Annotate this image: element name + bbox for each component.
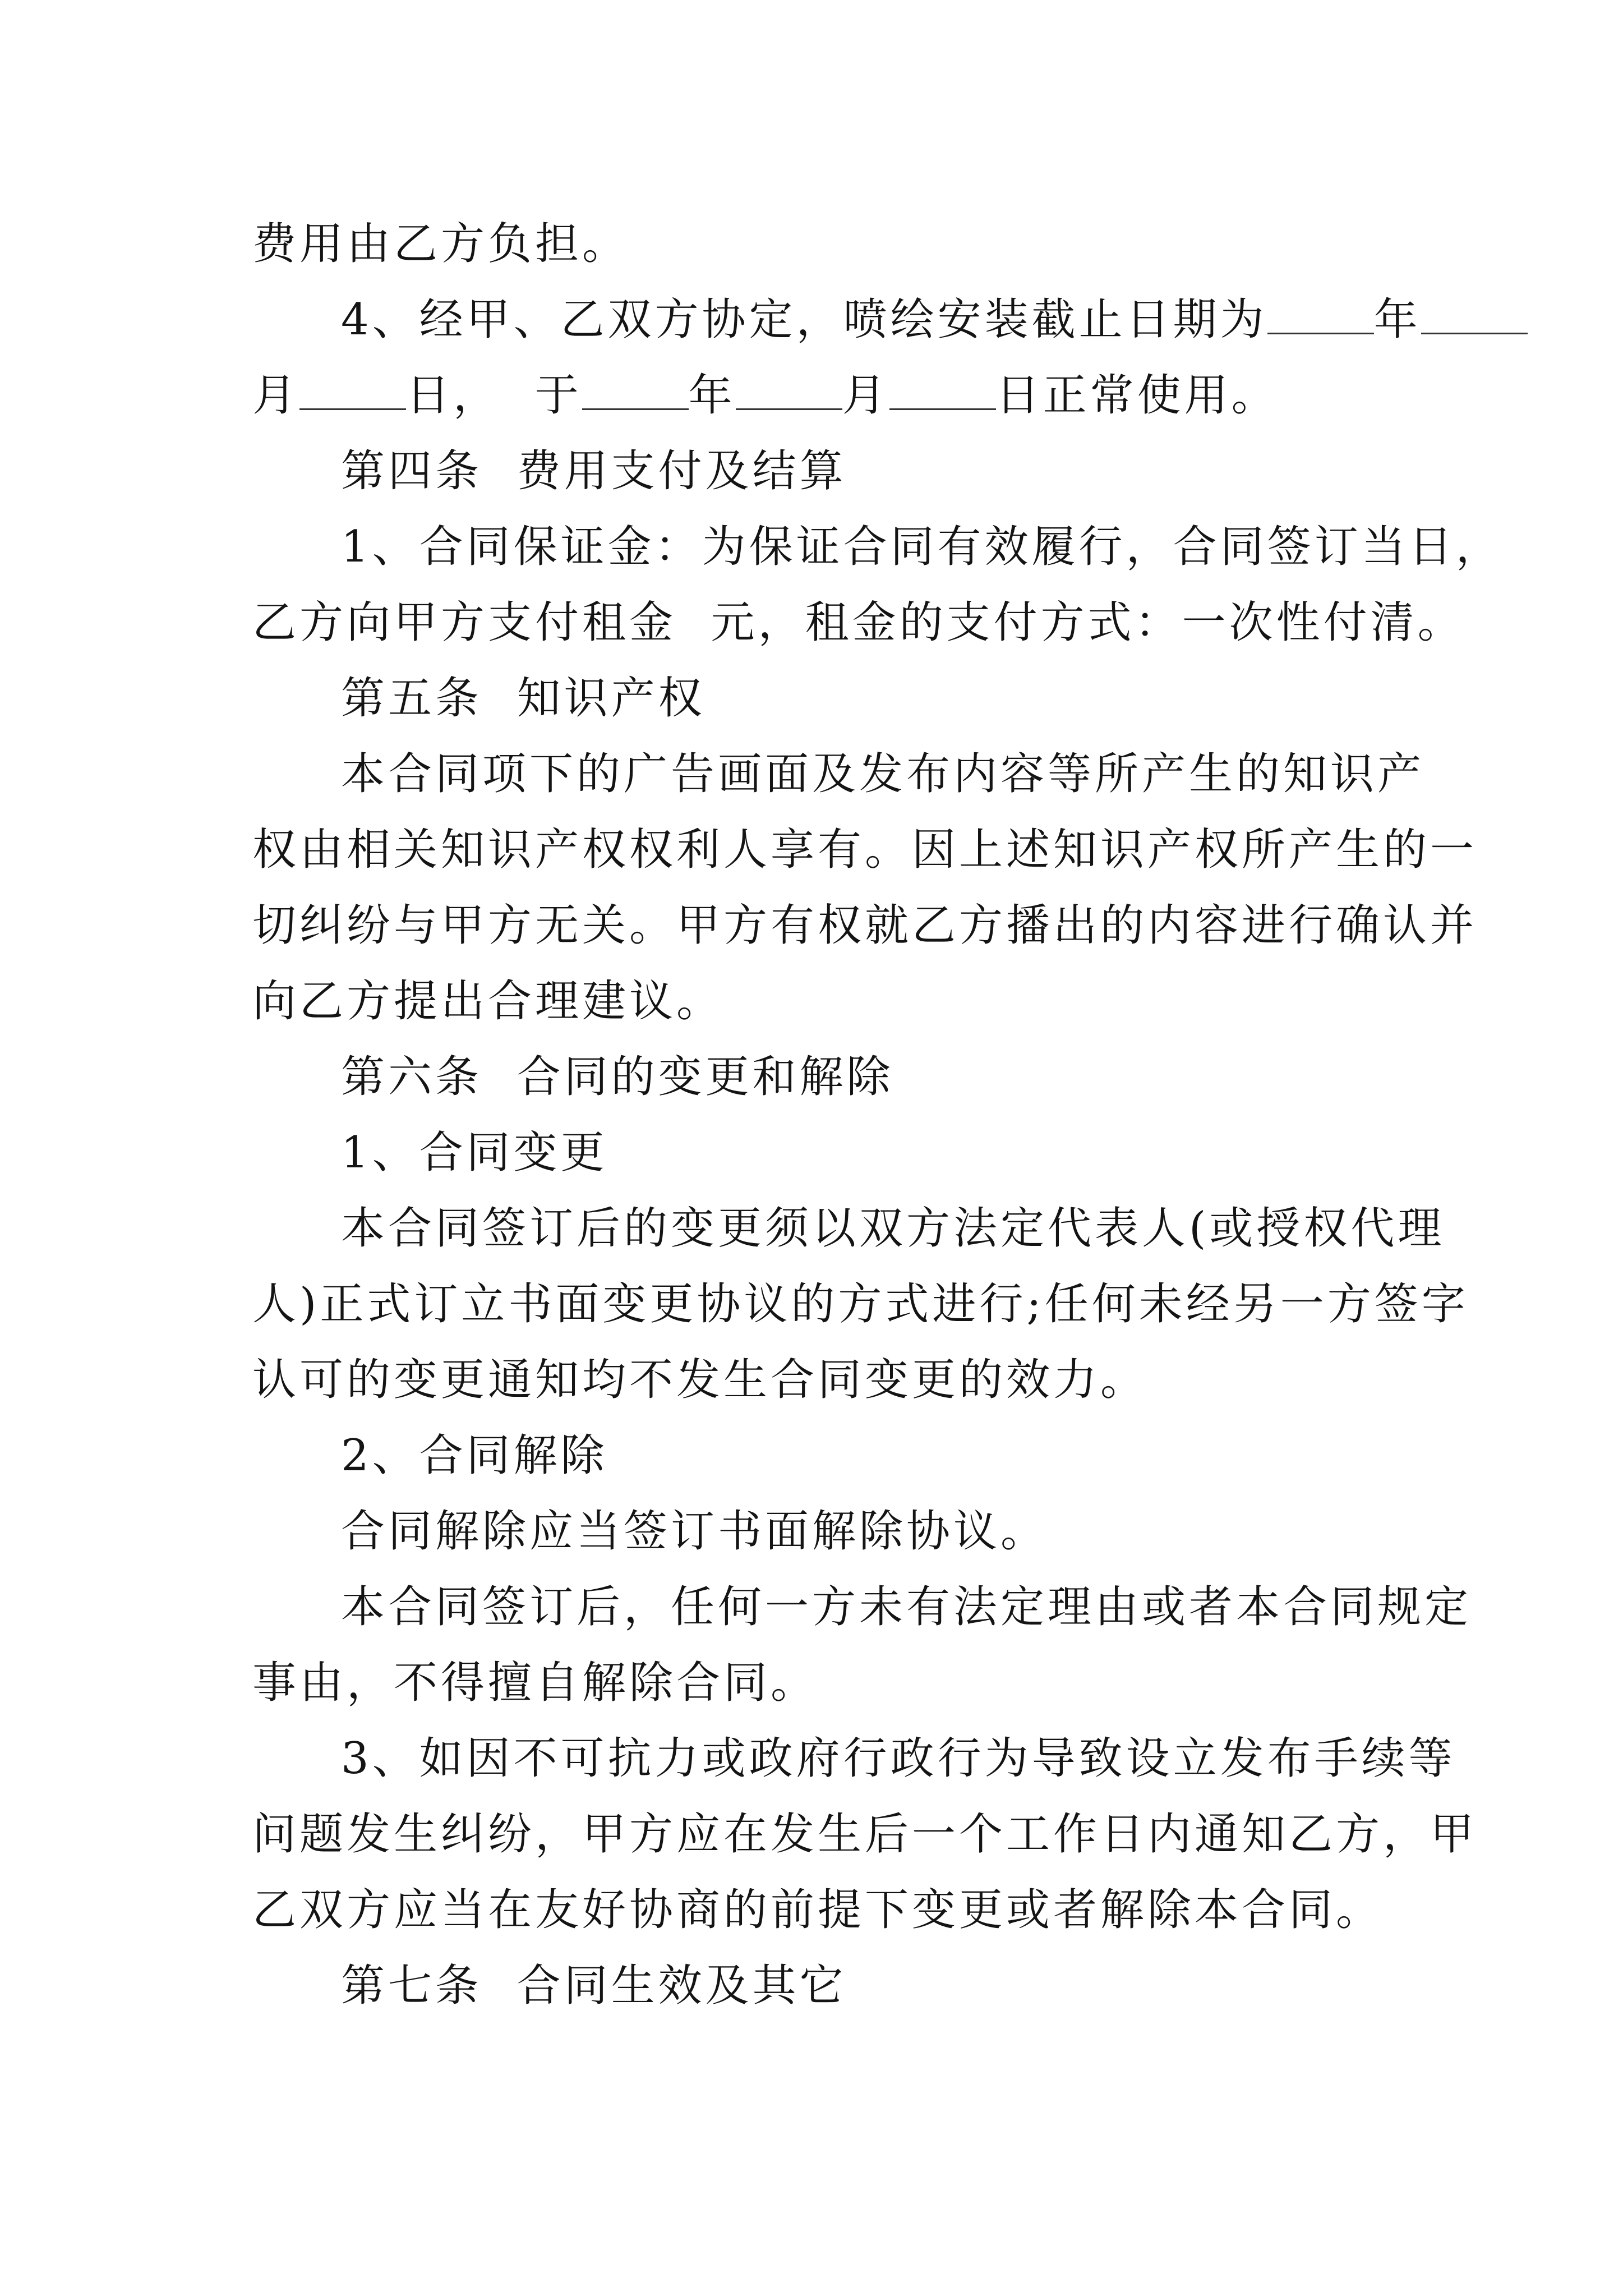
subsection-heading: 1、合同变更	[341, 1128, 608, 1178]
subsection-heading: 2、合同解除	[341, 1430, 608, 1481]
text-run: 月	[842, 370, 889, 421]
blank-field-day	[299, 368, 406, 410]
paragraph-line: 合同解除应当签订书面解除协议。	[341, 1506, 1048, 1557]
section-heading-6: 第六条 合同的变更和解除	[341, 1052, 894, 1102]
paragraph-line: 乙方向甲方支付租金 元，租金的支付方式：一次性付清。	[252, 597, 1465, 648]
paragraph-line: 本合同项下的广告画面及发布内容等所产生的知识产	[341, 749, 1425, 799]
blank-field-month	[736, 368, 842, 410]
section-heading-5: 第五条 知识产权	[341, 673, 706, 724]
section-heading-4: 第四条 费用支付及结算	[341, 446, 847, 496]
blank-field-year	[582, 368, 689, 410]
text-run: 日正常使用。	[995, 370, 1279, 421]
paragraph-line: 认可的变更通知均不发生合同变更的效力。	[252, 1355, 1148, 1405]
text-run: 4、经甲、乙双方协定，喷绘安装截止日期为	[341, 295, 1267, 345]
paragraph-line: 3、如因不可抗力或政府行政行为导致设立发布手续等	[341, 1733, 1456, 1784]
paragraph-line: 切纠纷与甲方无关。甲方有权就乙方播出的内容进行确认并	[252, 900, 1478, 951]
clause-4-line-2	[252, 367, 1279, 424]
paragraph-line: 人)正式订立书面变更协议的方式进行;任何未经另一方签字	[252, 1279, 1469, 1329]
paragraph-line: 费用由乙方负担。	[252, 219, 630, 269]
text-run: 年	[1373, 295, 1421, 345]
blank-field-month	[1421, 292, 1528, 334]
blank-field-day	[889, 368, 996, 410]
paragraph-line: 1、合同保证金：为保证合同有效履行，合同签订当日，	[341, 522, 1503, 572]
paragraph-line: 乙双方应当在友好协商的前提下变更或者解除本合同。	[252, 1885, 1384, 1935]
clause-4-line-1	[341, 292, 1528, 348]
paragraph-line: 事由，不得擅自解除合同。	[252, 1658, 818, 1708]
paragraph-line: 问题发生纠纷，甲方应在发生后一个工作日内通知乙方，甲	[252, 1809, 1478, 1860]
blank-field-year	[1267, 292, 1374, 334]
section-heading-7: 第七条 合同生效及其它	[341, 1961, 847, 2011]
paragraph-line: 本合同签订后的变更须以双方法定代表人(或授权代理	[341, 1203, 1445, 1254]
text-run: 年	[688, 370, 736, 421]
paragraph-line: 权由相关知识产权权利人享有。因上述知识产权所产生的一	[252, 825, 1478, 875]
paragraph-line: 向乙方提出合理建议。	[252, 976, 724, 1027]
paragraph-line: 本合同签订后，任何一方未有法定理由或者本合同规定	[341, 1582, 1472, 1632]
text-run: 日， 于	[406, 370, 582, 421]
text-run: 月	[252, 370, 300, 421]
